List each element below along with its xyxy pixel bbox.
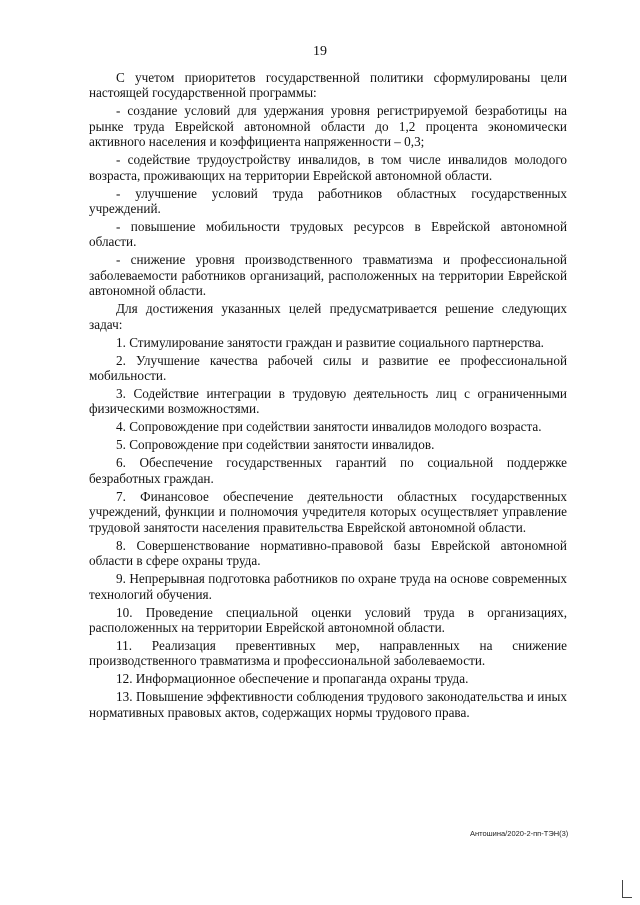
paragraph-goal-injury-reduction: - снижение уровня производственного травматизма и профессиональной заболеваемости работников организаций, расположенных на территории Еврейской автономной области. — [89, 252, 567, 299]
document-body — [89, 70, 567, 723]
scan-corner-mark — [622, 880, 623, 898]
task-item-4: 4. Сопровождение при содействии занятости инвалидов молодого возраста. — [116, 419, 542, 435]
task-item-10: 10. Проведение специальной оценки условий труда в организациях, расположенных на территории Еврейской автономной области. — [89, 604, 567, 635]
paragraph-goal-unemployment: - создание условий для удержания уровня регистрируемой безработицы на рынке труда Еврейской автономной области до 1,2 процента экономически активного населения и коэффициента напряженности – 0,3; — [89, 103, 567, 150]
page-number: 19 — [313, 44, 327, 59]
task-item-13: 13. Повышение эффективности соблюдения трудового законодательства и иных нормативных правовых актов, содержащих нормы трудового права. — [89, 689, 567, 720]
task-item-8: 8. Совершенствование нормативно-правовой базы Еврейской автономной области в сфере охраны труда. — [89, 537, 567, 569]
scan-corner-mark-horizontal — [622, 897, 632, 898]
paragraph-tasks-intro: Для достижения указанных целей предусматривается решение следующих задач: — [89, 301, 567, 332]
task-item-11: 11. Реализация превентивных мер, направленных на снижение производственного травматизма и профессиональной заболеваемости. — [89, 637, 567, 669]
document-footer-code: Антошина/2020-2-пп-ТЭН(3) — [470, 829, 569, 838]
task-item-5: 5. Сопровождение при содействии занятости инвалидов. — [116, 437, 435, 453]
task-item-9: 9. Непрерывная подготовка работников по охране труда на основе современных технологий обучения. — [89, 571, 567, 602]
task-item-1: 1. Стимулирование занятости граждан и развитие социального партнерства. — [116, 334, 544, 350]
task-item-6: 6. Обеспечение государственных гарантий по социальной поддержке безработных граждан. — [89, 455, 567, 486]
paragraph-goal-working-conditions: - улучшение условий труда работников областных государственных учреждений. — [89, 185, 567, 217]
task-item-3: 3. Содействие интеграции в трудовую деятельность лиц с ограниченными физическими возможностями. — [89, 386, 567, 417]
task-item-12: 12. Информационное обеспечение и пропаганда охраны труда. — [116, 671, 469, 687]
paragraph-goal-mobility: - повышение мобильности трудовых ресурсов в Еврейской автономной области. — [89, 219, 567, 250]
task-item-7: 7. Финансовое обеспечение деятельности областных государственных учреждений, функции и полномочия учредителя которых осуществляет управление трудовой занятости населения правительства Еврейской автономной области. — [89, 488, 567, 535]
paragraph-intro: С учетом приоритетов государственной политики сформулированы цели настоящей государственной программы: — [89, 70, 567, 101]
task-item-2: 2. Улучшение качества рабочей силы и развитие ее профессиональной мобильности. — [89, 352, 567, 384]
paragraph-goal-disabled-employment: - содействие трудоустройству инвалидов, в том числе инвалидов молодого возраста, проживающих на территории Еврейской автономной области. — [89, 152, 567, 183]
